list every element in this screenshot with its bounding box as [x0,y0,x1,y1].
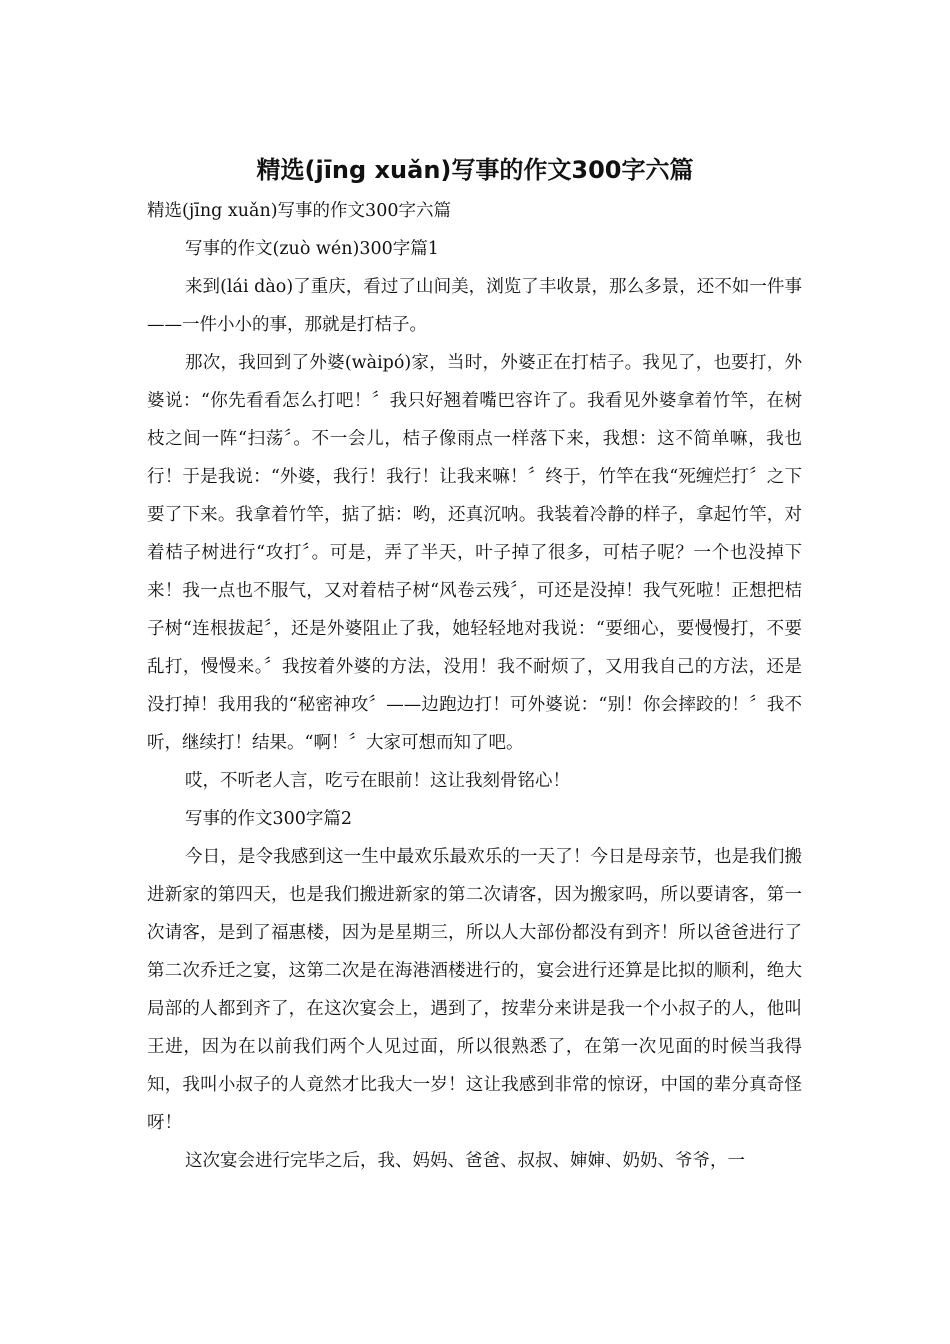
body-paragraph: 这次宴会进行完毕之后，我、妈妈、爸爸、叔叔、婶婶、奶奶、爷爷，一 [185,1151,745,1171]
section-heading-1: 写事的作文(zuò wén)300字篇1 [185,239,439,259]
document-title: 精选(jīng xuǎn)写事的作文300字六篇 [256,156,694,184]
body-paragraph: 来到(lái dào)了重庆，看过了山间美，浏览了丰收景，那么多景，还不如一件事——一件小小的事，那就是打桔子。 [147,277,802,335]
body-paragraph: 今日，是令我感到这一生中最欢乐最欢乐的一天了！今日是母亲节，也是我们搬进新家的第四天，也是我们搬进新家的第二次请客，因为搬家吗，所以要请客，第一次请客，是到了福惠楼，因为是星期三，所以人大部份都没有到齐！所以爸爸进行了第二次乔迁之宴，这第二次是在海港酒楼进行的，宴会进行还算是比拟的顺利，绝大局部的人都到齐了，在这次宴会上，遇到了，按辈分来讲是我一个小叔子的人，他叫王进，因为在以前我们两个人见过面，所以很熟悉了，在第一次见面的时候当我得知，我叫小叔子的人竟然才比我大一岁！这让我感到非常的惊讶，中国的辈分真奇怪呀！ [147,847,802,1133]
subtitle-paragraph: 精选(jīng xuǎn)写事的作文300字六篇 [147,201,451,221]
body-paragraph: 哎，不听老人言，吃亏在眼前！这让我刻骨铭心！ [185,771,570,791]
document-body [147,192,802,1180]
body-paragraph: 那次，我回到了外婆(wàipó)家，当时，外婆正在打桔子。我见了，也要打，外婆说：“你先看看怎么打吧！〞我只好翘着嘴巴容许了。我看见外婆拿着竹竿，在树枝之间一阵“扫荡〞。不一会儿，桔子像雨点一样落下来，我想：这不简单嘛，我也行！于是我说：“外婆，我行！我行！让我来嘛！〞终于，竹竿在我“死缠烂打〞之下要了下来。我拿着竹竿，掂了掂：哟，还真沉呐。我装着冷静的样子，拿起竹竿，对着桔子树进行“攻打〞。可是，弄了半天，叶子掉了很多，可桔子呢？一个也没掉下来！我一点也不服气，又对着桔子树“风卷云残〞，可还是没掉！我气死啦！正想把桔子树“连根拔起〞，还是外婆阻止了我，她轻轻地对我说：“要细心，要慢慢打，不要乱打，慢慢来。〞我按着外婆的方法，没用！我不耐烦了，又用我自己的方法，还是没打掉！我用我的“秘密神攻〞——边跑边打！可外婆说：“别！你会摔跤的！〞我不听，继续打！结果。“啊！〞大家可想而知了吧。 [147,353,802,753]
section-heading-2: 写事的作文300字篇2 [185,809,353,829]
